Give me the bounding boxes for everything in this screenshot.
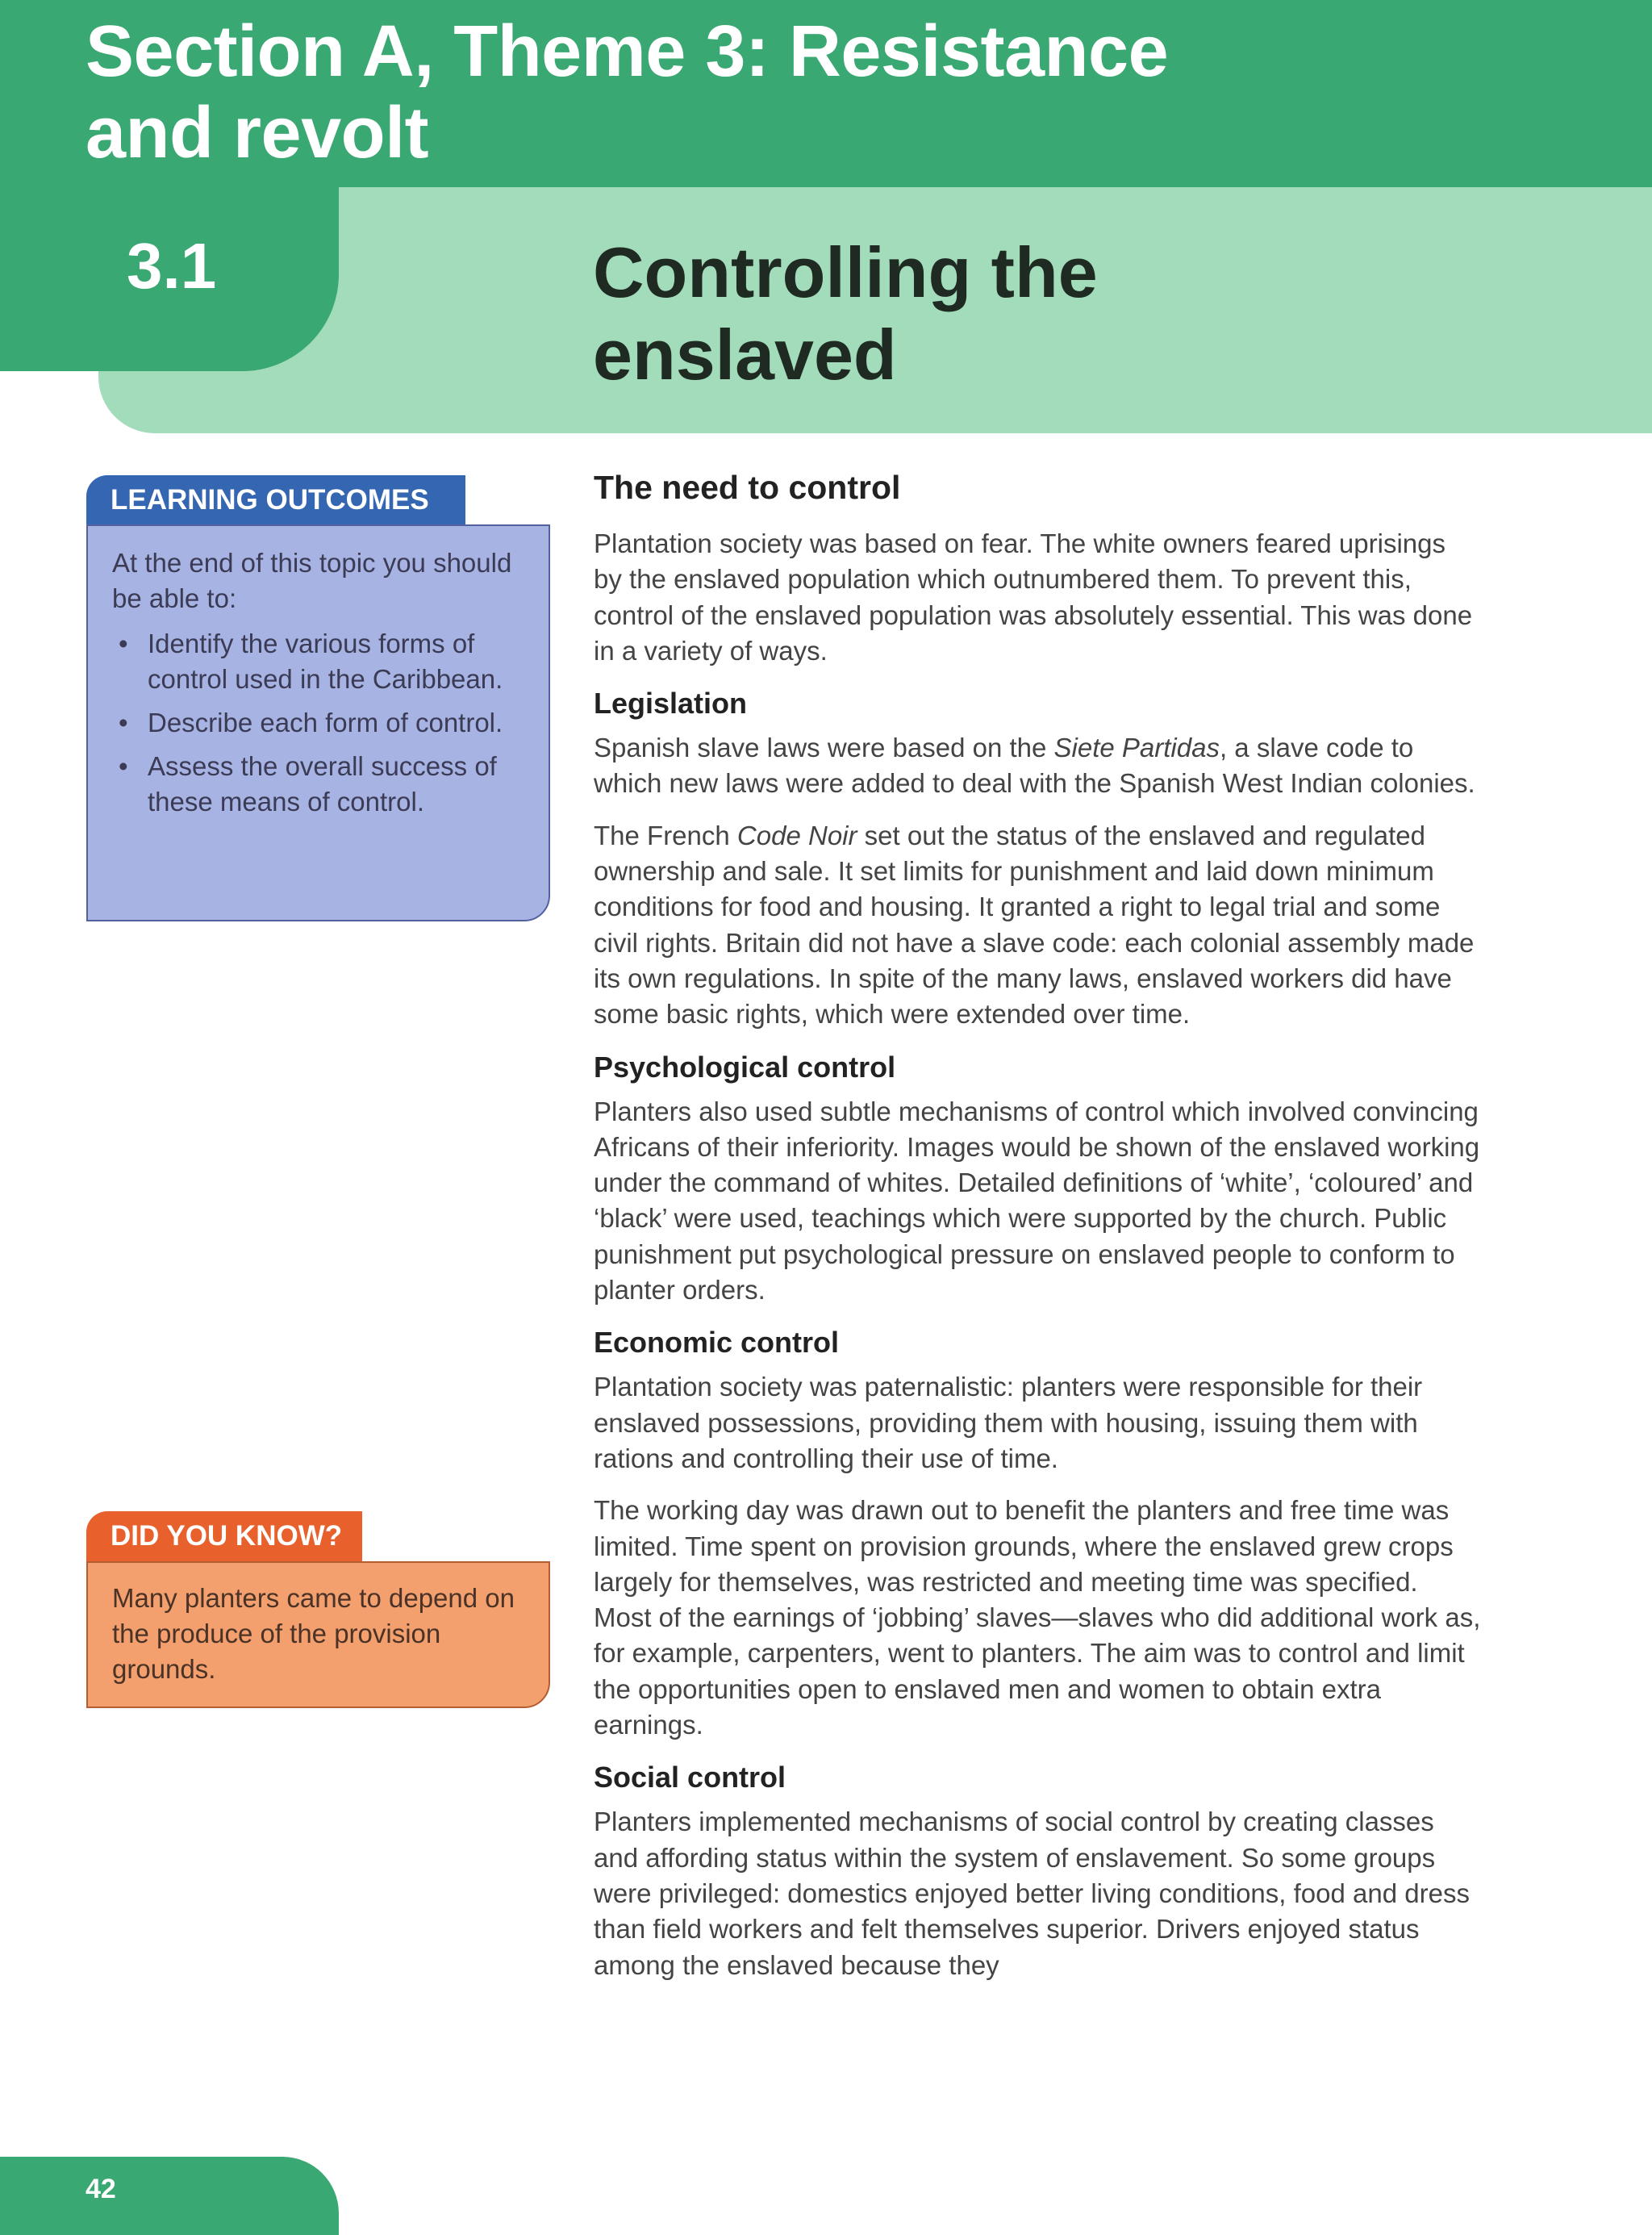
psychological-paragraph: Planters also used subtle mechanisms of control which involved convincing Africans of their inferiority. Images would be shown of the enslaved working under the command of whites. Detailed definitions of ‘white’, ‘coloured’ and ‘black’ were used, teachings which were supported by the church. Public punishment put psychological pressure on enslaved people to conform to planter orders. [594,1096,1480,1305]
learning-outcome-item: • Assess the overall success of these means of control. [112,749,532,820]
italic-term: Siete Partidas [1053,733,1220,763]
page-number-tab [0,2157,339,2235]
section-title [86,11,1376,174]
intro-paragraph: Plantation society was based on fear. The white owners feared uprisings by the enslaved population which outnumbered them. To prevent this, control of the enslaved population was absolutely essential. This was done in a variety of ways. [594,528,1473,666]
learning-outcome-item: • Describe each form of control. [112,705,532,741]
heading-psychological-control: Psychological control [594,1050,896,1084]
learning-outcomes-label: LEARNING OUTCOMES [86,475,465,524]
page-number: 42 [86,2174,116,2204]
economic-paragraph-2: The working day was drawn out to benefit the planters and free time was limited. Time spent on provision grounds, where the enslaved grew crops largely for themselves, was restricted and meeting time was specified. Most of the earnings of ‘jobbing’ slaves—slaves who did additional work as, for example, carpenters, went to planters. The aim was to control and limit the opportunities open to enslaved men and women to obtain extra earnings. [594,1495,1481,1740]
did-you-know-text: Many planters came to depend on the produce of the provision grounds. [112,1583,515,1684]
heading-social-control: Social control [594,1761,786,1794]
heading-need-to-control: The need to control [594,469,901,506]
heading-legislation: Legislation [594,687,748,721]
main-column [594,465,1481,1983]
section-title-line2: and revolt [86,93,429,173]
legislation-paragraph-2 [594,818,1481,1033]
topic-title-line2: enslaved [593,315,897,395]
topic-title [593,232,1561,396]
learning-outcomes-intro: At the end of this topic you should be able to: [112,548,512,613]
did-you-know-box [86,1561,550,1708]
learning-outcome-item: • Identify the various forms of control used in the Caribbean. [112,626,532,697]
text-run: The French [594,820,737,850]
topic-title-line1: Controlling the [593,232,1098,312]
section-title-line1: Section A, Theme 3: Resistance [86,11,1169,92]
economic-paragraph-1: Plantation society was paternalistic: planters were responsible for their enslaved possessions, providing them with housing, issuing them with rations and controlling their use of time. [594,1372,1423,1473]
italic-term: Code Noir [736,820,857,850]
legislation-paragraph-1 [594,730,1481,802]
did-you-know-label: DID YOU KNOW? [86,1511,362,1561]
text-run: set out the status of the enslaved and regulated ownership and sale. It set limits for punishment and laid down minimum conditions for food and housing. It granted a right to legal trial and some civil rights. Britain did not have a slave code: each colonial assembly made its own regulations. In spite of the many laws, enslaved workers did have some basic rights, which were extended over time. [594,820,1475,1030]
learning-outcomes-list [112,626,532,820]
text-run: , a slave code to which new laws were added to deal with the Spanish West Indian colonies. [594,733,1475,799]
text-run: Spanish slave laws were based on the [594,733,1054,763]
heading-economic-control: Economic control [594,1326,840,1360]
learning-outcomes-box [86,524,550,921]
social-paragraph: Planters implemented mechanisms of social control by creating classes and affording status within the system of enslavement. So some groups were privileged: domestics enjoyed better living conditions, food and dress than field workers and felt themselves superior. Drivers enjoyed status among the enslaved because they [594,1807,1470,1980]
topic-number: 3.1 [127,230,217,302]
